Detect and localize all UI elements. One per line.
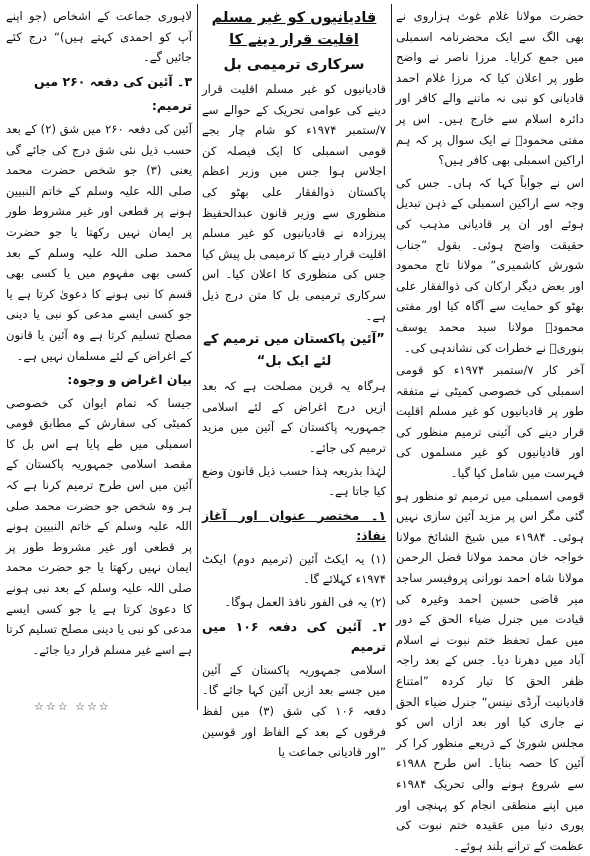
paragraph: اس نے جواباً کہا کہ ہاں۔ جس کی وجہ سے اراکین اسمبلی کے ذہن تبدیل ہوئے اور ان پر قادیانی مذہب کی حقیقت واضح ہوئی۔ بقول ”جناب شورش کاشمیری“ مولانا تاج محمود اور بعض دیگر ارکان کی ذوالفقار علی بھٹو کو حمایت سے آگاہ کیا اور مفتی محمودؒ مولانا سید محمد یوسف بنوریؒ نے خطرات کی نشاندہی کی۔ (396, 175, 584, 355)
bill-title: ”آئین پاکستان میں ترمیم کے لئے ایک بل“ (203, 332, 385, 370)
paragraph: ہرگاہ یہ قرین مصلحت ہے کہ بعد ازیں درج اغراض کے لئے اسلامی جمہوریہ پاکستان کے آئین میں مزید ترمیم کی جائے۔ (202, 379, 386, 455)
paragraph: قومی اسمبلی میں ترمیم تو منظور ہو گئی مگر اس پر مزید آئین سازی نہیں ہوئی۔ ۱۹۸۴ء میں شیخ الشائخ مولانا خواجہ خان محمد مولانا فضل الرحمن مولانا شاہ احمد نورانی پروفیسر ساجد میر قاضی حسین احمد وغیرہ کی قیادت میں جنرل ضیاء الحق کے دور میں عمل تحفظ ختم نبوت نے اسلام آباد میں دھرنا دیا۔ جس کے بعد راجہ ظفر الحق کا تیار کردہ ”امتناع قادیانیت آرڈی نینس“ جنرل ضیاء الحق نے جاری کیا اور بعد ازاں اس کو مجلس شوریٰ کے ذریعے منظور کرا کر آئین کا حصہ بنایا۔ اس طرح ۱۹۸۸ء سے شروع ہونے والی تحریک ۱۹۸۴ء میں اپنے منطقی انجام کو پہنچی اور پوری دنیا میں عقیدہ ختم نبوت کی عظمت کے ترانے بلند ہوئے۔ (396, 488, 584, 853)
section-heading: ۱۔ مختصر عنوان اور آغاز نفاذ: (202, 507, 386, 544)
amendment-label: ترمیم: (151, 98, 192, 114)
paragraph: حضرت مولانا غلام غوث ہزاروی نے بھی الگ سے ایک محضرنامہ اسمبلی میں جمع کرایا۔ مرزا ناصر نے واضح طور پر اعلان کیا کہ مرزا غلام احمد قادیانی کو نبی نہ ماننے والے کافر اور دائرہ اسلام سے خارج ہیں۔ اس پر مفتی محمودؒ نے ایک سوال پر کہ ہم اراکین اسمبلی بھی کافر ہیں؟ (396, 9, 584, 168)
paragraph: آئین کی دفعہ ۲۶۰ میں شق (۲) کے بعد حسب ذیل نئی شق درج کی جائے گی یعنی (۳) جو شخص حضرت محمد صلی اللہ علیہ وسلم کے خاتم النبیین ہونے پر قطعی اور غیر مشروط طور پر ایمان نہیں رکھتا یا جو حضرت محمد صلی اللہ علیہ وسلم کے بعد کسی بھی مفہوم میں یا کسی بھی قسم کا نبی ہونے کا دعویٰ کرتا ہے یا جو کسی ایسے مدعی کو نبی یا دینی مصلح تسلیم کرتا ہے وہ آئین یا قانون کے اغراض کے لئے مسلمان نہیں ہے۔ (6, 121, 192, 363)
article-title: قادیانیوں کو غیر مسلم اقلیت قرار دینے کا (211, 10, 377, 48)
paragraph: آخر کار ۷/ستمبر ۱۹۷۴ء کو قومی اسمبلی کی خصوصی کمیٹی نے متفقہ طور پر قادیانیوں کو غیر مسلم اقلیت قرار دینے کی آئینی ترمیم منظور کی اور قادیانیوں کو غیر مسلموں کی فہرست میں شامل کیا گیا۔ (396, 363, 584, 481)
column-divider (197, 4, 198, 710)
paragraph: لاہوری جماعت کے اشخاص (جو اپنے آپ کو احمدی کہتے ہیں)“ درج کئے جائیں گے۔ (6, 9, 192, 65)
paragraph: قادیانیوں کو غیر مسلم اقلیت قرار دینے کی عوامی تحریک کے حوالے سے ۷/ستمبر ۱۹۷۴ء کو شام چار بجے قومی اسمبلی کا ایک فیصلہ کن اجلاس ہوا جس میں وزیر اعظم پاکستان ذوالفقار علی بھٹو کی منظوری سے وزیر قانون عبدالحفیظ پیرزادہ نے قادیانیوں کو غیر مسلم اقلیت قرار دینے کا ترمیمی بل پیش کیا جس کی منظوری کا اعلان کیا۔ اس سرکاری ترمیمی بل کا متن درج ذیل ہے۔ (202, 82, 386, 323)
column-middle (202, 6, 386, 760)
paragraph: جیسا کہ تمام ایوان کی خصوصی کمیٹی کی سفارش کے مطابق قومی اسمبلی میں طے پایا ہے اس بل کا مقصد اسلامی جمہوریہ پاکستان کے آئین میں اس طرح ترمیم کرنا ہے کہ ہر وہ شخص جو حضرت محمد صلی اللہ علیہ وسلم کے خاتم النبیین ہونے پر قطعی اور غیر مشروط طور پر ایمان نہیں رکھتا یا جو حضرت محمد صلی اللہ علیہ وسلم کے بعد نبی ہونے کا دعویٰ کرتا ہے یا جو کسی ایسے مدعی کو نبی یا دینی مصلح تسلیم کرتا ہے اسے غیر مسلم قرار دیا جائے۔ (6, 395, 192, 657)
column-right (396, 6, 584, 853)
column-divider (391, 4, 392, 710)
clause: (۲) یہ فی الفور نافذ العمل ہوگا۔ (224, 595, 386, 610)
section-heading: ۳۔ آئین کی دفعہ ۲۶۰ میں (34, 73, 192, 89)
section-heading: بیان اغراض و وجوہ: (67, 372, 192, 388)
paragraph: اسلامی جمہوریہ پاکستان کے آئین میں جسے بعد ازیں آئین کہا جائے گا۔ دفعہ ۱۰۶ کی شق (۳) میں لفظ فرقوں کے بعد کے الفاظ اور قوسین ”اور قادیانی جماعت یا (202, 662, 386, 760)
clause: (۱) یہ ایکٹ آئین (ترمیم دوم) ایکٹ ۱۹۷۴ء کہلائے گا۔ (202, 551, 386, 587)
paragraph: لہٰذا بذریعہ ہٰذا حسب ذیل قانون وضع کیا جاتا ہے۔ (202, 463, 386, 499)
end-stars: ☆☆☆ ☆☆☆ (34, 700, 111, 713)
column-left (6, 6, 192, 711)
article-subtitle: سرکاری ترمیمی بل (223, 57, 365, 73)
section-heading: ۲۔ آئین کی دفعہ ۱۰۶ میں ترمیم (202, 618, 386, 655)
